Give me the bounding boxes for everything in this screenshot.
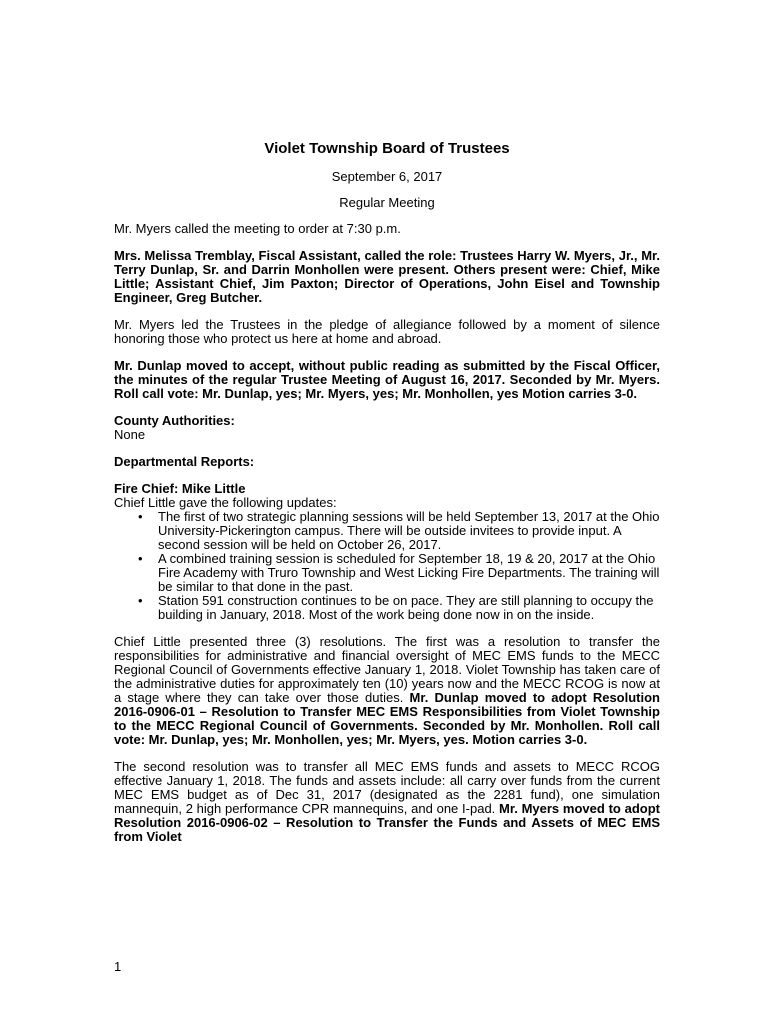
county-authorities-value: None [114,427,146,442]
fire-chief-intro: Chief Little gave the following updates: [114,495,337,510]
resolution-2-motion: Mr. Myers moved to adopt Resolution 2016-0906-02 – Resolution to Transfer the Funds and Assets of MEC EMS from Violet [114,801,660,844]
resolution-1-text: Chief Little presented three (3) resolutions. The first was a resolution to transfer the responsibilities for administrative and financial oversight of MEC EMS funds to the MECC Regional Council of Governments effective January 1, 2018. Violet Township has taken care of the administrative duties for approximately ten (10) years now and the MECC RCOG is now at a stage where they can take over those duties. [114,634,660,705]
county-authorities-heading: County Authorities: [114,413,235,428]
resolution-1-motion: Mr. Dunlap moved to adopt Resolution 2016-0906-01 – Resolution to Transfer MEC EMS Responsibilities from Violet Township to the MECC Regional Council of Governments. Seconded by Mr. Monhollen. Roll call vote: Mr. Dunlap, yes; Mr. Monhollen, yes; Mr. Myers, yes. Motion carries 3-0. [114,690,660,747]
page-number: 1 [114,959,122,974]
call-to-order: Mr. Myers called the meeting to order at 7:30 p.m. [114,221,401,236]
list-item [138,509,660,552]
bullet-icon: • [138,593,143,608]
minutes-motion-paragraph: Mr. Dunlap moved to accept, without public reading as submitted by the Fiscal Officer, the minutes of the regular Trustee Meeting of August 16, 2017. Seconded by Mr. Myers. Roll call vote: Mr. Dunlap, yes; Mr. Myers, yes; Mr. Monhollen, yes Motion carries 3-0. [114,358,660,401]
list-item-text: A combined training session is scheduled for September 18, 19 & 20, 2017 at the Ohio Fire Academy with Truro Township and West Licking Fire Departments. The training will be similar to that done in the past. [158,551,660,594]
bullet-icon: • [138,509,143,524]
departmental-reports-heading: Departmental Reports: [114,454,255,469]
list-item [138,551,660,594]
meeting-date: September 6, 2017 [331,169,443,184]
resolution-1-paragraph [114,635,660,747]
resolution-2-paragraph [114,760,660,844]
document-page [114,140,660,857]
list-item [138,593,660,622]
fire-updates-list [114,510,660,622]
fire-chief-heading: Fire Chief: Mike Little [114,481,246,496]
resolution-2-text: The second resolution was to transfer all MEC EMS funds and assets to MECC RCOG effective January 1, 2018. The funds and assets include: all carry over funds from the current MEC EMS budget as of Dec 31, 2017 (designated as the 2281 fund), one simulation mannequin, 2 high performance CPR mannequins, and one I-pad. [114,759,660,816]
county-authorities-section [114,414,660,442]
roll-call-paragraph: Mrs. Melissa Tremblay, Fiscal Assistant, called the role: Trustees Harry W. Myers, Jr., Mr. Terry Dunlap, Sr. and Darrin Monhollen were present. Others present were: Chief, Mike Little; Assistant Chief, Jim Paxton; Director of Operations, John Eisel and Township Engineer, Greg Butcher. [114,248,660,305]
meeting-type: Regular Meeting [339,195,435,210]
pledge-paragraph: Mr. Myers led the Trustees in the pledge of allegiance followed by a moment of silence honoring those who protect us here at home and abroad. [114,317,660,346]
document-title: Violet Township Board of Trustees [264,140,510,157]
list-item-text: The first of two strategic planning sessions will be held September 13, 2017 at the Ohio University-Pickerington campus. There will be outside invitees to provide input. A second session will be held on October 26, 2017. [158,509,660,552]
fire-chief-section [114,482,660,622]
bullet-icon: • [138,551,143,566]
list-item-text: Station 591 construction continues to be on pace. They are still planning to occupy the building in January, 2018. Most of the work being done now in on the inside. [158,593,654,622]
